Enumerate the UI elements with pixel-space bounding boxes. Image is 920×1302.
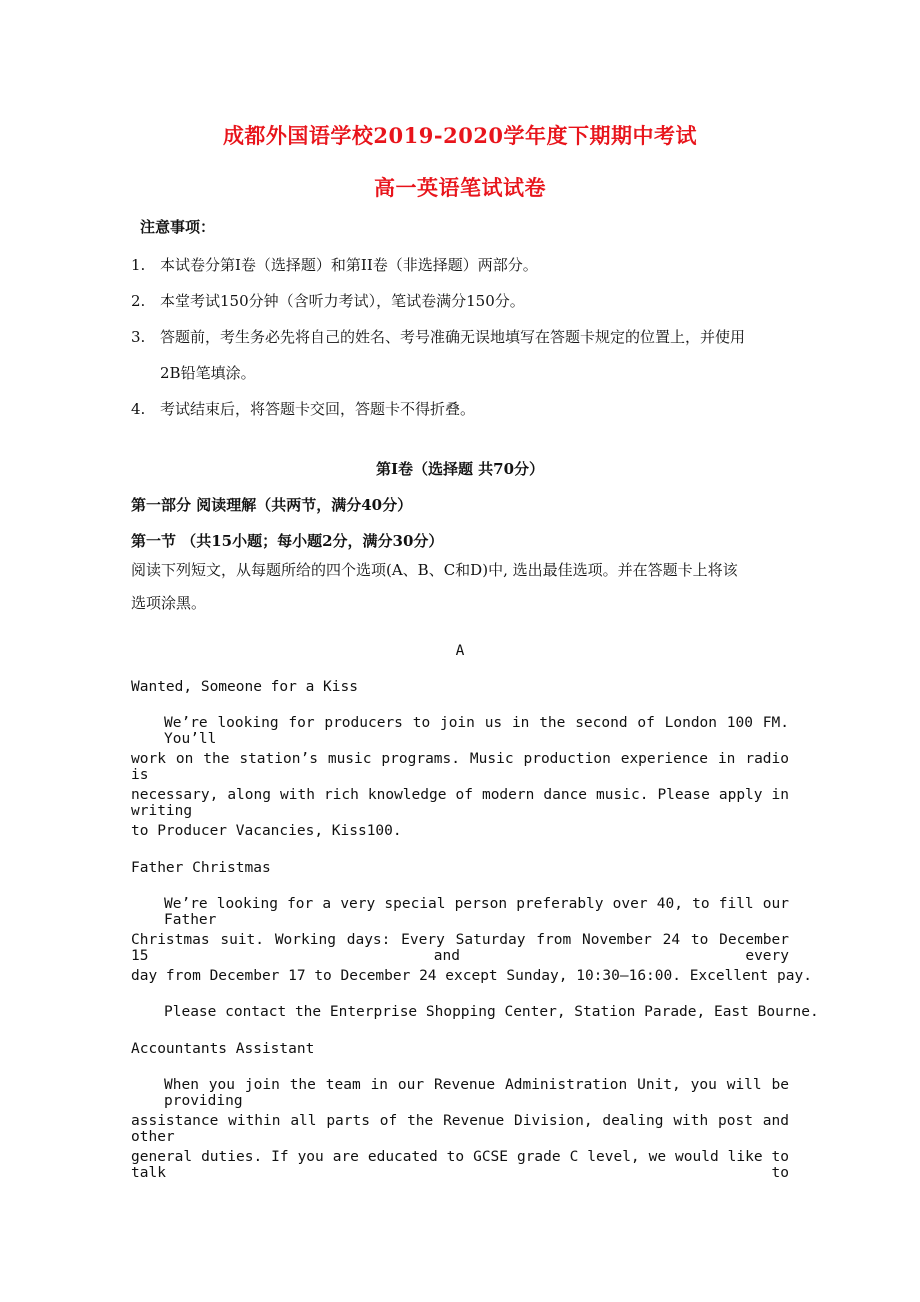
ad-title: Father Christmas [131,860,271,876]
ad-line: general duties. If you are educated to GCSE grade C level, we would like to talk to [131,1149,789,1181]
ad-line: Please contact the Enterprise Shopping Center, Station Parade, East Bourne. [164,1004,819,1020]
note-item [131,290,525,311]
ad-line: to Producer Vacancies, Kiss100. [131,823,402,839]
instructions-line: 选项涂黑。 [131,594,207,612]
ad-line: When you join the team in our Revenue Administration Unit, you will be providing [164,1077,789,1109]
exam-subtitle: 高一英语笔试试卷 [374,175,546,200]
note-number: 2. [131,292,146,310]
note-item [131,326,745,347]
subsection-title: 第一节 （共15小题；每小题2分，满分30分） [131,532,444,550]
note-text: 本试卷分第Ⅰ卷（选择题）和第II卷（非选择题）两部分。 [160,256,538,274]
note-text: 本堂考试150分钟（含听力考试），笔试卷满分150分。 [160,292,525,310]
ad-line: necessary, along with rich knowledge of modern dance music. Please apply in writing [131,787,789,819]
ad-title: Wanted, Someone for a Kiss [131,679,358,695]
note-text: 考试结束后，将答题卡交回，答题卡不得折叠。 [160,400,476,418]
volume-title: 第Ⅰ卷（选择题 共70分） [375,460,545,478]
note-item [131,398,475,419]
note-number: 4. [131,400,146,418]
ad-title: Accountants Assistant [131,1041,315,1057]
passage-label: A [455,643,465,659]
note-text-continued: 2B铅笔填涂。 [160,364,256,382]
note-item [131,254,538,275]
ad-line: Christmas suit. Working days: Every Saturday from November 24 to December 15 and every [131,932,789,964]
notes-heading: 注意事项： [140,218,216,236]
ad-line: day from December 17 to December 24 except Sunday, 10:30—16:00. Excellent pay. [131,968,812,984]
ad-line: work on the station’s music programs. Music production experience in radio is [131,751,789,783]
part-title: 第一部分 阅读理解（共两节，满分40分） [131,496,413,514]
instructions-line: 阅读下列短文，从每题所给的四个选项(A、B、C和D)中, 选出最佳选项。并在答题卡上将该 [131,561,738,579]
ad-line: We’re looking for a very special person preferably over 40, to fill our Father [164,896,789,928]
note-text: 答题前，考生务必先将自己的姓名、考号准确无误地填写在答题卡规定的位置上，并使用 [160,328,746,346]
ad-line: assistance within all parts of the Revenue Division, dealing with post and other [131,1113,789,1145]
note-number: 1. [131,256,146,274]
exam-title: 成都外国语学校2019-2020学年度下期期中考试 [222,123,698,148]
ad-line: We’re looking for producers to join us in the second of London 100 FM. You’ll [164,715,789,747]
note-number: 3. [131,328,146,346]
